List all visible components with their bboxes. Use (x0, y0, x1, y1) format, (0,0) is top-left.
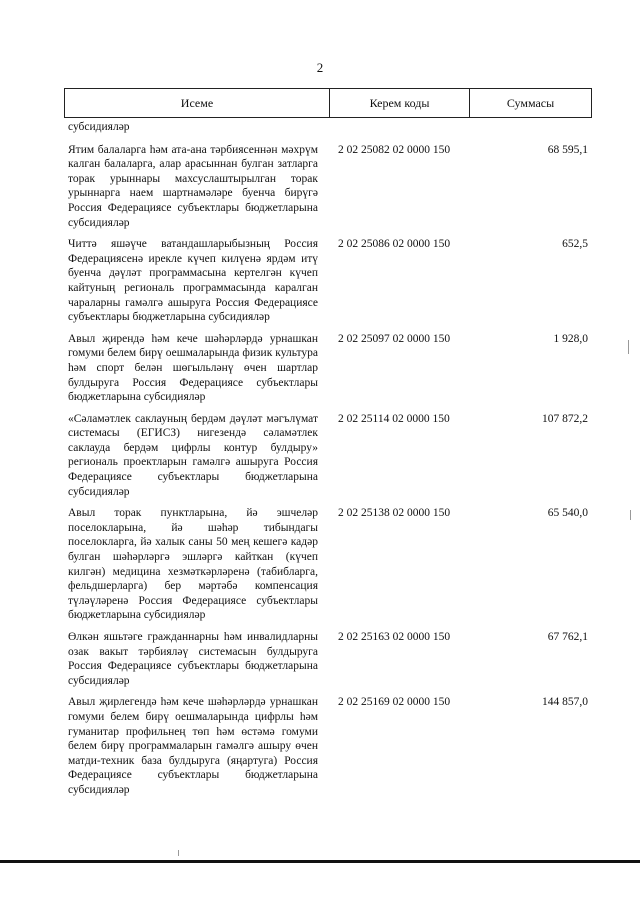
scan-mark (630, 510, 631, 520)
row-code: 2 02 25082 02 0000 150 (338, 143, 451, 156)
continued-text: субсидияләр (68, 121, 130, 133)
scan-mark (178, 850, 179, 856)
header-name: Исеме (65, 89, 330, 117)
row-sum: 68 595,1 (547, 143, 588, 156)
row-sum: 1 928,0 (553, 332, 588, 345)
table-row (68, 695, 592, 797)
header-sum: Суммасы (506, 95, 555, 110)
row-code: 2 02 25114 02 0000 150 (338, 412, 450, 425)
row-sum: 144 857,0 (542, 696, 588, 709)
table-row (68, 143, 592, 231)
row-code: 2 02 25169 02 0000 150 (338, 696, 451, 709)
row-name: Авыл җирлегендә һәм кече шәһәрләрдә урнашкан гомуми белем бирү оешмаларында цифрлы һәм гуманитар профильнең төп һәм өстәмә гомуми белем бирү программаларын гамәлгә ашыру өчен матди-техник база булдыруга (яңартуга) Россия Федерациясе субъектлары бюджетларына субсидияләр (68, 696, 318, 796)
row-name: Ятим балаларга һәм ата-ана тәрбиясеннән мәхрүм калган балаларга, алар арасыннан булган затларга торак урыннары махсуслаштырылган торак урыннарга наем шартнамәләре буенча бирүгә Россия Федерациясе субъектлары бюджетларына субсидияләр (68, 143, 318, 229)
row-sum: 67 762,1 (547, 631, 588, 643)
page-bottom-rule (0, 860, 640, 863)
row-name: Авыл җирендә һәм кече шәһәрләрдә урнашкан гомуми белем бирү оешмаларында физик культура һәм спорт белән шөгыльләнү өчен шартлар булдыруга Россия Федерациясе субъектлары бюджетларына субсидияләр (68, 332, 318, 404)
row-name: Авыл торак пунктларына, йә эшчеләр поселокларына, йә шәһәр тибындагы поселокларга, йә халык саны 50 мең кешегә кадәр булган шәһәрләргә эшләргә кайткан (күчеп килгән) медицина хезмәткәрләренә (табибларга, фельдшерларга) бер мәртәбә компенсация түләүләренә Россия Федерациясе субъектлары бюджетларына субсидияләр (68, 507, 318, 622)
table-header (64, 88, 592, 118)
row-sum: 107 872,2 (542, 412, 588, 425)
row-sum: 652,5 (562, 238, 588, 251)
row-name: Читтә яшәүче ватандашларыбызның Россия Федерациясенә ирекле күчеп килүенә ярдәм итү буенча дәүләт программасына кертелгән күчеп кайтуның региональ программасында каралган чараларны гамәлгә ашыруга Россия Федерациясе субъектлары бюджетларына субсидияләр (68, 238, 318, 324)
table-row (68, 506, 592, 623)
row-code: 2 02 25138 02 0000 150 (338, 507, 451, 520)
row-sum: 65 540,0 (547, 507, 588, 520)
row-name: Өлкән яшьтәге гражданнарны һәм инвалидларны озак вакыт тәрбияләү системасын булдыруга Россия Федерациясе субъектлары бюджетларына субсидияләр (68, 631, 318, 687)
table-row (68, 412, 592, 500)
table-row (68, 237, 592, 325)
row-code: 2 02 25097 02 0000 150 (338, 332, 451, 345)
row-code: 2 02 25163 02 0000 150 (338, 631, 451, 643)
table-row (68, 630, 592, 688)
row-code: 2 02 25086 02 0000 150 (338, 238, 451, 251)
table-row (68, 332, 592, 405)
table-body (68, 120, 592, 805)
header-code: Керем коды (330, 89, 470, 117)
page-number: 2 (316, 60, 324, 75)
row-name: «Сәламәтлек саклауның бердәм дәүләт мәгълүмат системасы (ЕГИСЗ) нигезендә сәламәтлек саклауда бердәм цифрлы контур булдыру» региональ проектларын гамәлгә ашыруга Россия Федерациясе субъектлары бюджетларына субсидияләр (68, 412, 318, 498)
scan-mark (628, 340, 629, 354)
